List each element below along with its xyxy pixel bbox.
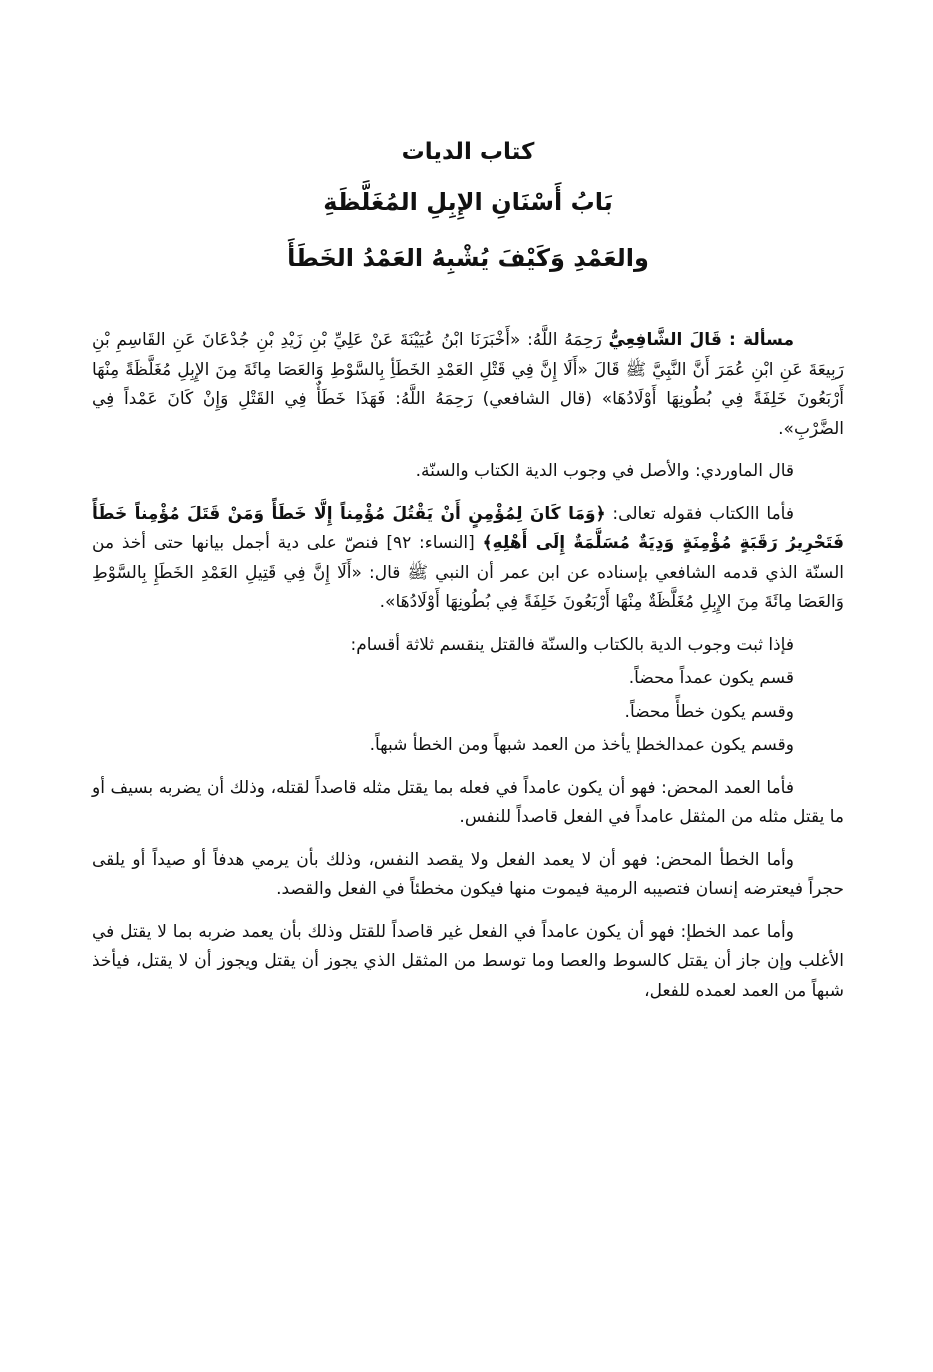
division-item-3: وقسم يكون عمدالخطإ يأخذ من العمد شبهاً ومن الخطأ شبهاً. [369,735,794,755]
division-intro: فإذا ثبت وجوب الدية بالكتاب والسنّة فالقتل ينقسم ثلاثة أقسام: [350,634,794,655]
chapter-title-line-2: والعَمْدِ وَكَيْفَ يُشْبِهُ العَمْدُ الخَطَأَ [287,244,649,272]
kitab-rest: [النساء: ٩٢] فنصّ على دية أجمل بيانها حتى أخذ من السنّة الذي قدمه الشافعي بإسناده عن ابن عمر أن النبي ﷺ قال: «أَلَا إِنَّ فِي قَتِيلِ العَمْدِ الخَطَإِ بِالسَّوْطِ وَالعَصَا مِائَةَ مِنَ الإِبِلِ مُغَلَّظَةٌ مِنْهَا أَرْبَعُونَ خَلِفَةً فِي بُطُونِهَا أَوْلَادُهَا». [92,533,844,612]
book-title: كتاب الديات [401,139,535,165]
paragraph-pure-error: وأما الخطأ المحض: فهو أن لا يعمد الفعل ولا يقصد النفس، وذلك بأن يرمي هدفاً أو صيداً أو يلقى حجراً فيعترضه إنسان فتصيبه الرمية فيموت منها فيكون مخطئاً في الفعل والقصد. [92,849,844,899]
division-item-1: قسم يكون عمداً محضاً. [628,668,794,688]
division-item-2: وقسم يكون خطأً محضاً. [624,701,794,722]
masala-text: رَحِمَهُ اللَّهُ: «أَخْبَرَنَا ابْنُ عُيَيْنَةَ عَنْ عَلِيِّ بْنِ زَيْدِ بْنِ جُدْعَانَ عَنِ القَاسِمِ بْنِ رَبِيعَةَ عَنِ ابْنِ عُمَرَ أَنَّ النَّبِيَّ ﷺ قَالَ «أَلَا إِنَّ فِي قَتْلِ العَمْدِ الخَطَأِ بِالسَّوْطِ وَالعَصَا مِائَةَ مِنَ الإِبِلِ مُغَلَّظَةً مِنْهَا أَرْبَعُونَ خَلِفَةً فِي بُطُونِهَا أَوْلَادُهَا» (قال الشافعي) رَحِمَهُ اللَّهُ: فَهَذَا خَطَأٌ فِي القَتْلِ وَإِنْ كَانَ عَمْداً فِي الضَّرْبِ». [92,330,844,439]
kitab-intro: فأما االكتاب فقوله تعالى: [605,503,794,524]
kitab-paragraph [92,500,844,618]
paragraph-quasi-intent: وأما عمد الخطإ: فهو أن يكون عامداً في الفعل غير قاصداً للقتل وذلك بأن يعمد ضربه بما لا يقتل في الأغلب وإن جاز أن يقتل كالسوط والعصا وما توسط من المثقل الذي يجوز أن يقتل ويجوز أن لا يقتل، فيأخذ شبهاً من العمد لعمده للفعل، [92,921,844,1001]
mawardi-paragraph: قال الماوردي: والأصل في وجوب الدية الكتاب والسنّة. [415,461,794,481]
headings-block [92,130,844,286]
quran-verse: ﴿وَمَا كَانَ لِمُؤْمِنٍ أَنْ يَقْتُلَ مُؤْمِناً إِلَّا خَطَأً وَمَنْ قَتَلَ مُؤْمِناً خَطَأً فَتَحْرِيرُ رَقَبَةٍ مُؤْمِنَةٍ وَدِيَةٌ مُسَلَّمَةٌ إِلَى أَهْلِهِ﴾ [92,503,844,553]
paragraph-pure-intent: فأما العمد المحض: فهو أن يكون عامداً في فعله بما يقتل مثله قاصداً لقتله، وذلك أن يضربه بسيف أو ما يقتل مثله من المثقل عامداً في الفعل قاصداً للنفس. [92,777,844,827]
masala-label: مسألة : [721,330,794,350]
masala-paragraph [92,326,844,444]
page-body [92,130,844,1019]
chapter-title-line-1: بَابُ أَسْنَانِ الإِبِلِ المُغَلَّظَةِ [323,188,613,216]
masala-speaker: قَالَ الشَّافِعِيُّ [608,330,722,350]
